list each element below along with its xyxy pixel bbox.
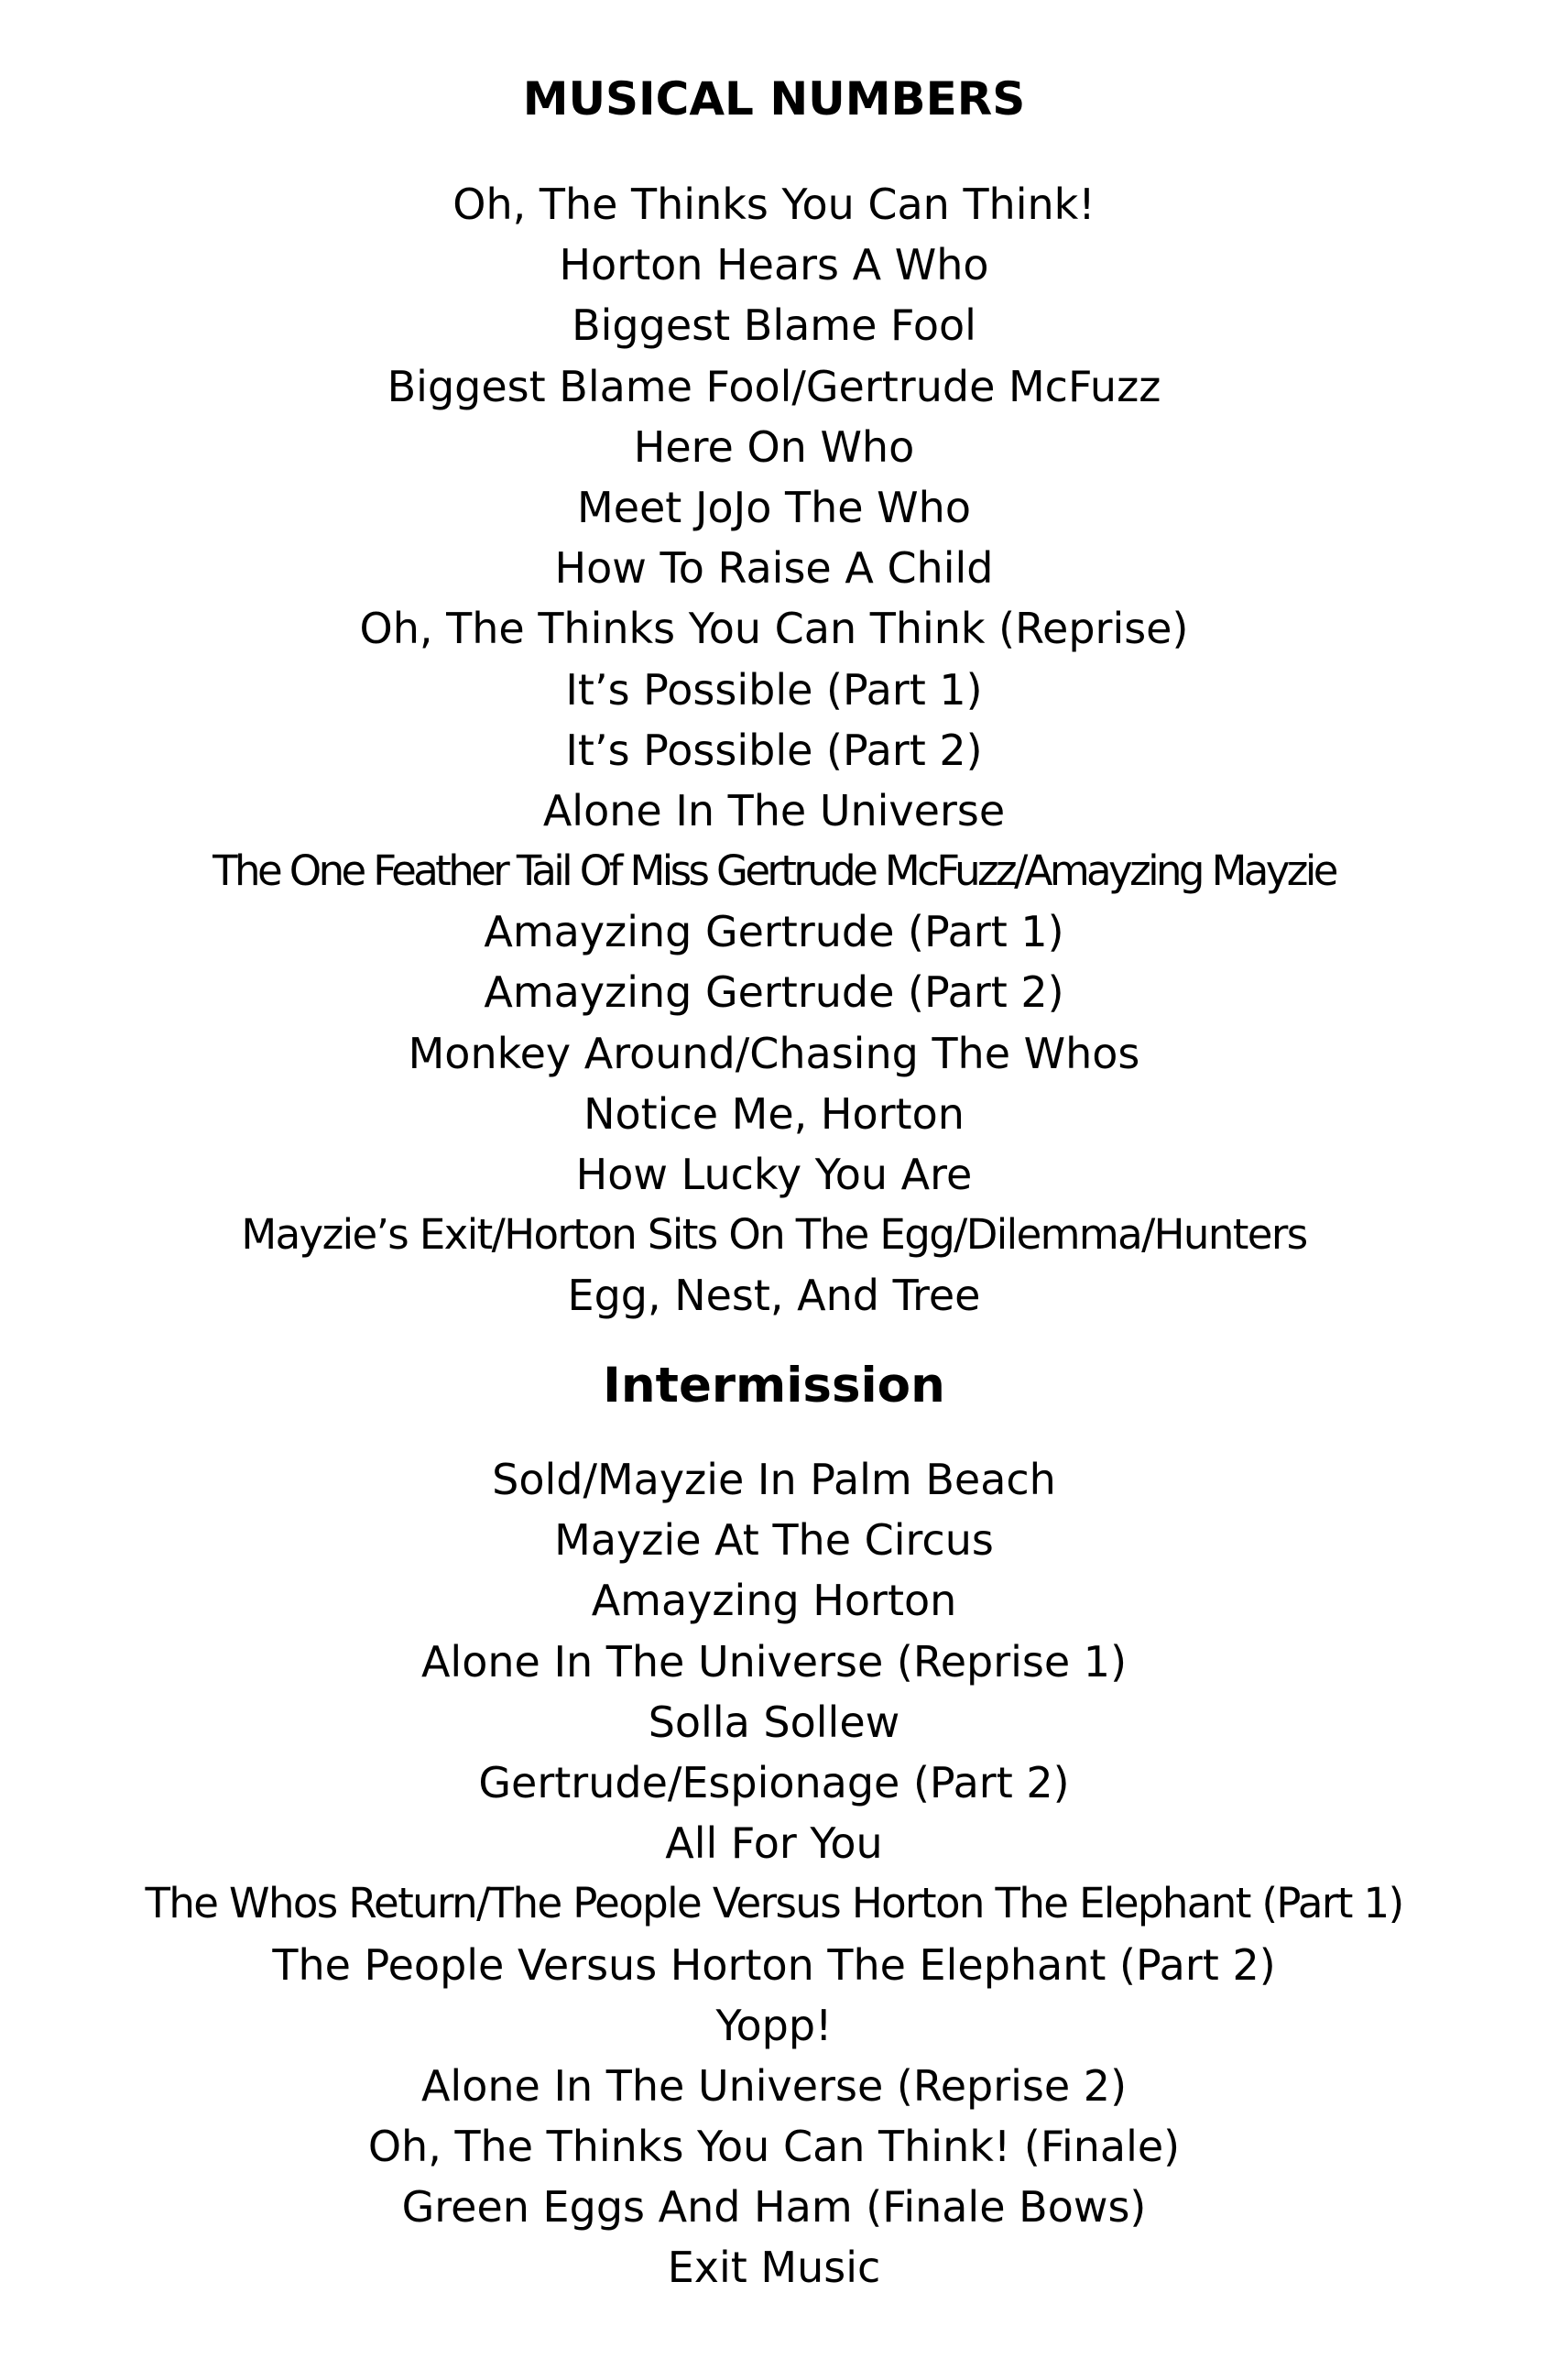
song-item: Alone In The Universe (Reprise 2) bbox=[420, 2060, 1128, 2111]
song-item: Exit Music bbox=[667, 2243, 881, 2293]
song-item: Oh, The Thinks You Can Think! bbox=[452, 180, 1096, 229]
song-item: Alone In The Universe bbox=[542, 785, 1006, 835]
song-item: Mayzie’s Exit/Horton Sits On The Egg/Dilemma/Hunters bbox=[241, 1210, 1307, 1260]
song-item: The One Feather Tail Of Miss Gertrude McFuzz/Amayzing Mayzie bbox=[213, 846, 1335, 896]
song-item: It’s Possible (Part 2) bbox=[565, 725, 983, 775]
song-item: Oh, The Thinks You Can Think! (Finale) bbox=[367, 2122, 1181, 2172]
song-item: Horton Hears A Who bbox=[559, 240, 989, 290]
page-title: MUSICAL NUMBERS bbox=[522, 72, 1026, 126]
song-item: How Lucky You Are bbox=[575, 1150, 973, 1199]
song-item: Amayzing Horton bbox=[591, 1576, 957, 1626]
song-item: It’s Possible (Part 1) bbox=[565, 664, 983, 715]
song-item: Amayzing Gertrude (Part 1) bbox=[484, 907, 1064, 957]
song-item: Biggest Blame Fool bbox=[572, 300, 976, 351]
song-item: Notice Me, Horton bbox=[583, 1088, 965, 1139]
song-item: Here On Who bbox=[633, 421, 915, 472]
intermission-heading: Intermission bbox=[603, 1358, 945, 1414]
song-item: All For You bbox=[665, 1818, 883, 1869]
song-item: Monkey Around/Chasing The Whos bbox=[408, 1028, 1140, 1078]
song-item: Sold/Mayzie In Palm Beach bbox=[492, 1455, 1056, 1504]
song-item: Gertrude/Espionage (Part 2) bbox=[478, 1757, 1070, 1807]
song-item: How To Raise A Child bbox=[554, 543, 994, 594]
song-item: Oh, The Thinks You Can Think (Reprise) bbox=[359, 604, 1189, 654]
song-item: Meet JoJo The Who bbox=[577, 482, 971, 532]
song-item: Green Eggs And Ham (Finale Bows) bbox=[401, 2182, 1147, 2233]
song-item: Biggest Blame Fool/Gertrude McFuzz bbox=[387, 361, 1161, 411]
song-item: Mayzie At The Circus bbox=[554, 1515, 994, 1566]
act-one-song-list bbox=[0, 174, 1548, 1326]
song-item: The Whos Return/The People Versus Horton The Elephant (Part 1) bbox=[145, 1879, 1403, 1928]
song-item: Alone In The Universe (Reprise 1) bbox=[420, 1636, 1128, 1687]
act-two-song-list bbox=[0, 1449, 1548, 2298]
song-item: Egg, Nest, And Tree bbox=[567, 1271, 981, 1321]
song-item: Solla Sollew bbox=[648, 1697, 900, 1747]
song-item: The People Versus Horton The Elephant (Part 2) bbox=[272, 1939, 1276, 1990]
song-item: Amayzing Gertrude (Part 2) bbox=[484, 967, 1064, 1018]
song-item: Yopp! bbox=[715, 2000, 833, 2050]
